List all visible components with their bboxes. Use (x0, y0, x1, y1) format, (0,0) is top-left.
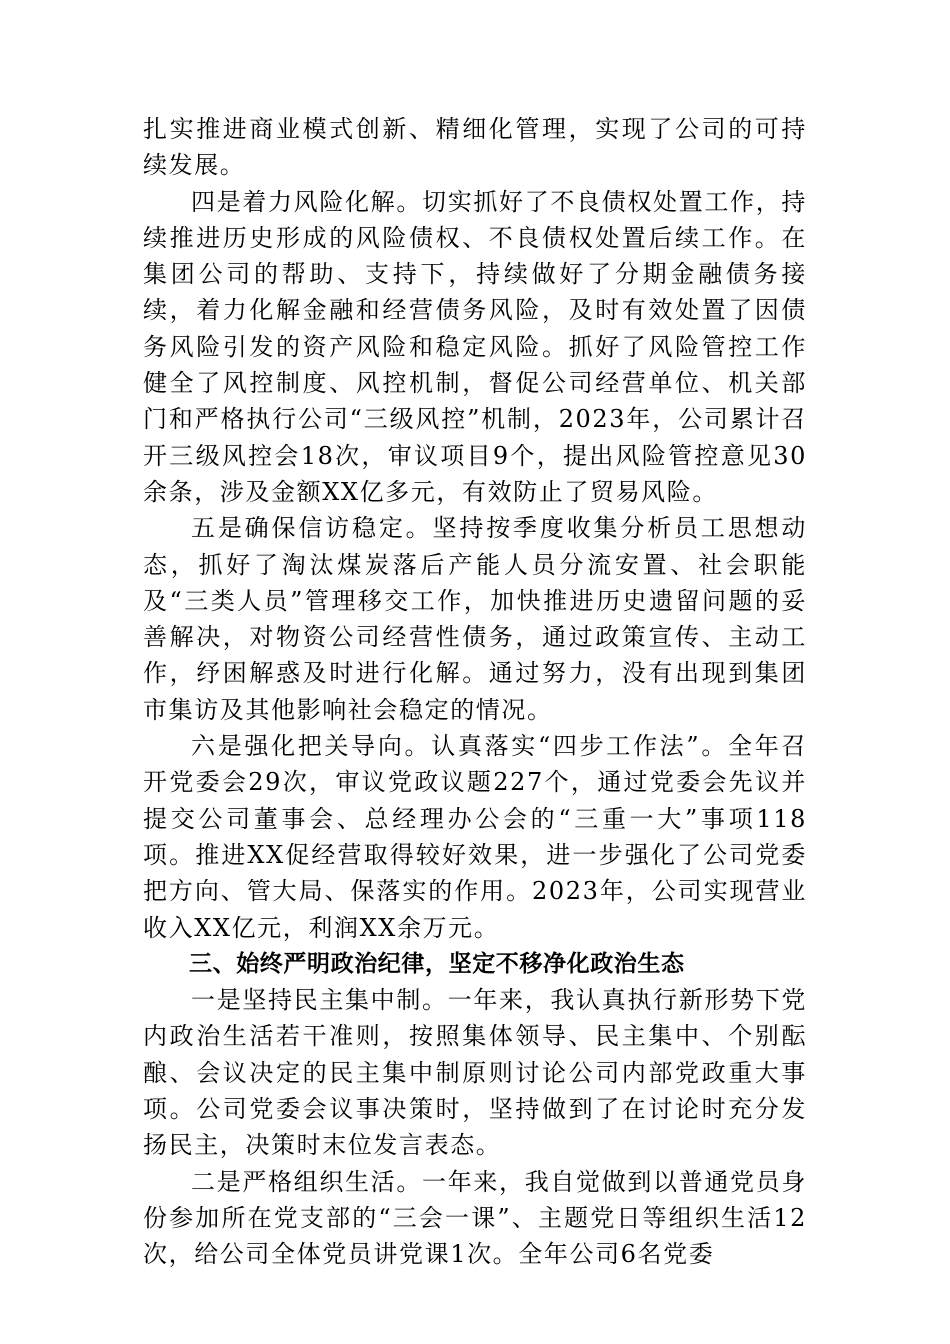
section-heading: 三、始终严明政治纪律，坚定不移净化政治生态 (189, 950, 685, 977)
paragraph-organizational-life: 二是严格组织生活。一年来，我自觉做到以普通党员身份参加所在党支部的“三会一课”、主题党日等组织生活12次，给公司全体党员讲党课1次。全年公司6名党委 (143, 1167, 807, 1269)
document-body (143, 111, 807, 1273)
paragraph-risk-resolution: 四是着力风险化解。切实抓好了不良债权处置工作，持续推进历史形成的风险债权、不良债权处置后续工作。在集团公司的帮助、支持下，持续做好了分期金融债务接续，着力化解金融和经营债务风险，及时有效处置了因债务风险引发的资产风险和稳定风险。抓好了风险管控工作健全了风控制度、风控机制，督促公司经营单位、机关部门和严格执行公司“三级风控”机制，2023年，公司累计召开三级风控会18次，审议项目9个，提出风险管控意见30余条，涉及金额XX亿多元，有效防止了贸易风险。 (143, 187, 807, 506)
paragraph-petition-stability: 五是确保信访稳定。坚持按季度收集分析员工思想动态，抓好了淘汰煤炭落后产能人员分流安置、社会职能及“三类人员”管理移交工作，加快推进历史遗留问题的妥善解决，对物资公司经营性债务，通过政策宣传、主动工作，纾困解惑及时进行化解。通过努力，没有出现到集团市集访及其他影响社会稳定的情况。 (143, 514, 807, 724)
paragraph-democratic-centralism: 一是坚持民主集中制。一年来，我认真执行新形势下党内政治生活若干准则，按照集体领导、民主集中、个别酝酿、会议决定的民主集中制原则讨论公司内部党政重大事项。公司党委会议事决策时，坚持做到了在讨论时充分发扬民主，决策时末位发言表态。 (143, 986, 807, 1160)
paragraph-oversight-guidance: 六是强化把关导向。认真落实“四步工作法”。全年召开党委会29次，审议党政议题227个，通过党委会先议并提交公司董事会、总经理办公会的“三重一大”事项118项。推进XX促经营取得较好效果，进一步强化了公司党委把方向、管大局、保落实的作用。2023年，公司实现营业收入XX亿元，利润XX余万元。 (143, 732, 807, 942)
paragraph-continuation: 扎实推进商业模式创新、精细化管理，实现了公司的可持续发展。 (143, 115, 807, 180)
